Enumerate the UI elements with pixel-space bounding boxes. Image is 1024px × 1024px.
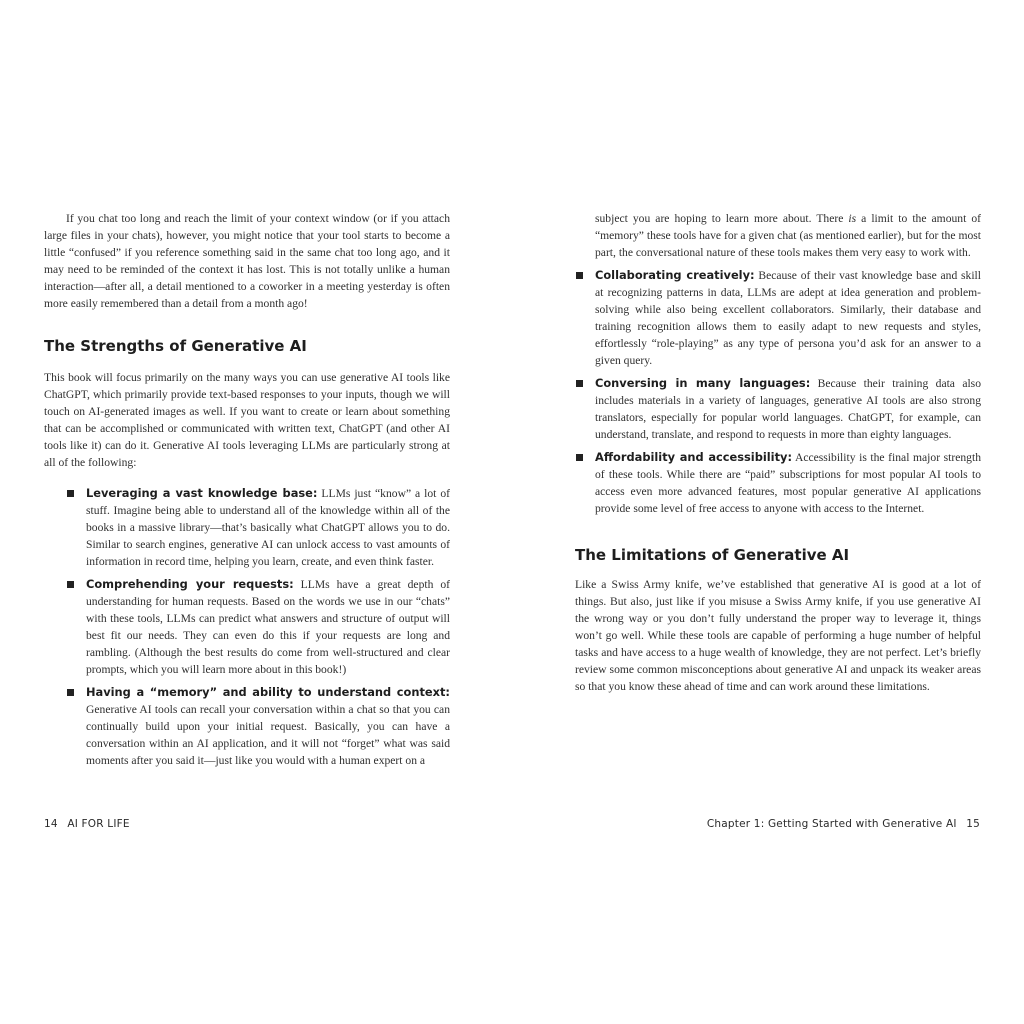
strengths-paragraph: This book will focus primarily on the many ways you can use generative AI tools like ChatGPT, which primarily provide text-based responses to your inputs, though we will touch on AI-generated images as well. If you want to create or learn about something that can be accomplished or communicated with written text, ChatGPT (and other AI tools like it) can do it. Generative AI tools leveraging LLMs are particularly strong at all of the following:	[44, 371, 450, 469]
bullet-square-icon	[576, 454, 583, 461]
bullet-lead: Leveraging a vast knowledge base:	[86, 486, 318, 500]
bullet-lead: Affordability and accessibility:	[595, 450, 793, 464]
strengths-heading: The Strengths of Generative AI	[44, 337, 307, 355]
page-number-right: 15	[966, 818, 980, 830]
list-item	[553, 449, 981, 517]
continuation-before: subject you are hoping to learn more about. There	[595, 212, 849, 225]
bullet-lead: Conversing in many languages:	[595, 376, 811, 390]
list-item	[553, 375, 981, 443]
bullet-text: Accessibility is the final major strength of these tools. While there are “paid” subscriptions for most popular AI tools to access even more advanced features, most popular generative AI applications provide some level of free access to anyone with access to the Internet.	[595, 451, 981, 515]
bullet-text: Generative AI tools can recall your conversation within a chat so that you can continually build upon your initial request. Basically, you can have a conversation within an AI application, and it will not “forget” what was said moments after you said it—just like you would with a human expert on a	[86, 703, 450, 767]
limitations-paragraph: Like a Swiss Army knife, we’ve established that generative AI is good at a lot of things. But also, just like if you misuse a Swiss Army knife, if you use generative AI the wrong way or you don’t fully understand the proper way to leverage it, things won’t go well. While these tools are capable of performing a huge number of helpful tasks and have access to a huge wealth of knowledge, they are not perfect. Let’s briefly review some common misconceptions about generative AI and unpack its weaker areas so that you know these ahead of time and can work around these limitations.	[575, 578, 981, 693]
continuation-italic: is	[848, 212, 857, 225]
left-page	[44, 210, 450, 775]
left-footer	[44, 818, 130, 830]
bullet-square-icon	[576, 272, 583, 279]
bullet-text: LLMs just “know” a lot of stuff. Imagine being able to understand all of the knowledge within all of the books in a massive library—that’s basically what ChatGPT allows you to do. Similar to search engines, generative AI can unlock access to vast amounts of information in record time, helping you learn, create, and even think faster.	[86, 487, 450, 568]
strengths-list-continued	[575, 267, 981, 517]
limitations-heading: The Limitations of Generative AI	[575, 546, 850, 564]
page-number-left: 14	[44, 818, 58, 830]
bullet-square-icon	[576, 380, 583, 387]
right-footer	[707, 818, 980, 830]
bullet-text: Because their training data also includes materials in a variety of languages, generative AI tools are also strong translators, especially for popular world languages. ChatGPT, for example, can understand, translate, and respond to requests in more than eighty languages.	[595, 377, 981, 441]
bullet-lead: Collaborating creatively:	[595, 268, 755, 282]
bullet-square-icon	[67, 581, 74, 588]
list-item	[44, 684, 450, 769]
strengths-list	[44, 485, 450, 769]
intro-paragraph: If you chat too long and reach the limit of your context window (or if you attach large files in your chats), however, you might notice that your tool starts to become a little “confused” if you reference something said in the same chat too long ago, and it may need to be reminded of the context it has lost. This is not totally unlike a human interaction—after all, a detail mentioned to a coworker in a meeting yesterday is often more easily remembered than a detail from a month ago!	[44, 212, 450, 310]
list-item	[553, 267, 981, 369]
bullet-text: Because of their vast knowledge base and skill at recognizing patterns in data, LLMs are adept at idea generation and problem-solving while also being excellent collaborators. Similarly, their database and training recognition allows them to easily adapt to new requests and styles, effortlessly “role-playing” as any type of persona you’d ask for an answer to a given query.	[595, 269, 981, 367]
list-item	[44, 485, 450, 570]
continuation-after: a limit to the amount of “memory” these tools have for a given chat (as mentioned earlier), but for the most part, the conversational nature of these tools makes them very easy to work with.	[595, 212, 981, 259]
right-page	[575, 210, 981, 695]
bullet-square-icon	[67, 490, 74, 497]
running-head-left: AI FOR LIFE	[67, 818, 130, 830]
bullet-square-icon	[67, 689, 74, 696]
running-head-right: Chapter 1: Getting Started with Generative AI	[706, 818, 957, 830]
bullet-lead: Comprehending your requests:	[86, 577, 294, 591]
continuation-paragraph	[575, 210, 981, 261]
bullet-text: LLMs have a great depth of understanding for human requests. Based on the words we use in our “chats” with these tools, LLMs can predict what answers and structure of output will best fit our needs. They can even do this if your requests are long and rambling. (Although the best results do come from well-structured and clear prompts, which you will learn more about in this book!)	[86, 578, 450, 676]
bullet-lead: Having a “memory” and ability to understand context:	[86, 685, 450, 699]
list-item	[44, 576, 450, 678]
